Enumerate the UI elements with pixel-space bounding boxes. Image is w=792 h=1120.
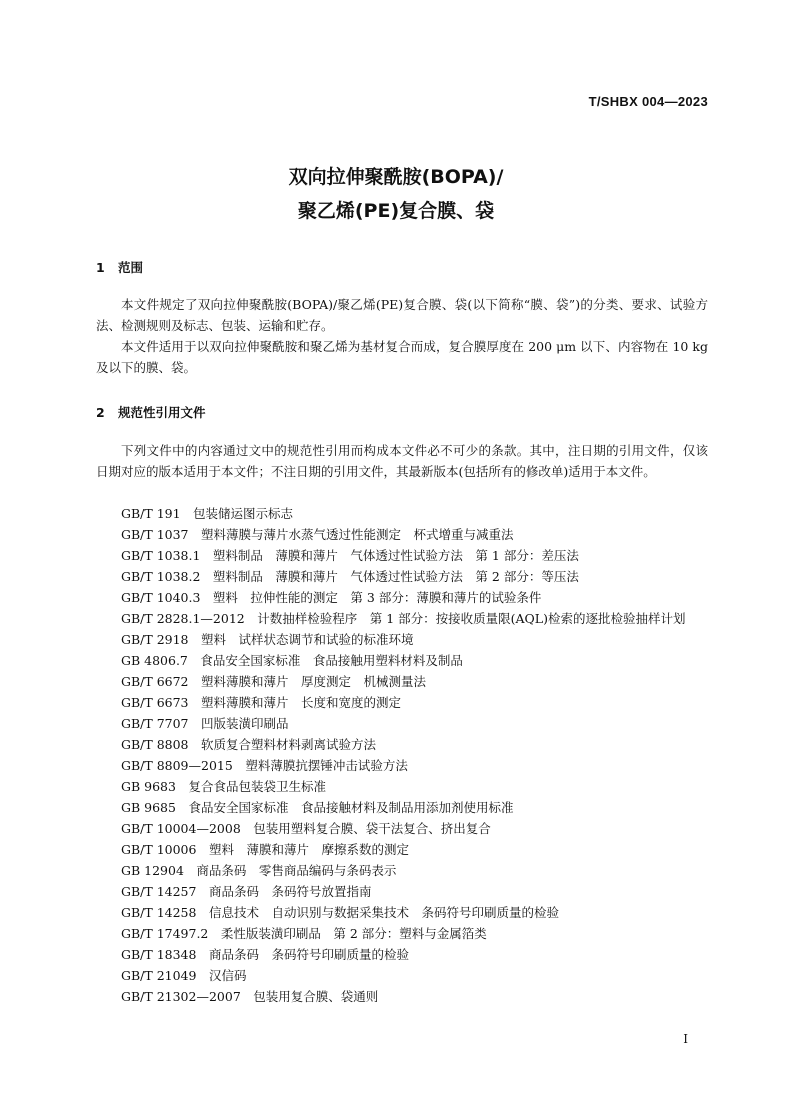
reference-item: GB 9685 食品安全国家标准 食品接触材料及制品用添加剂使用标准 <box>121 800 514 815</box>
section-1-number: 1 <box>96 260 105 275</box>
title-line-1: 双向拉伸聚酰胺(BOPA)/ <box>288 166 504 188</box>
reference-item: GB/T 8809—2015 塑料薄膜抗摆锤冲击试验方法 <box>121 758 408 773</box>
section-2-heading <box>96 403 206 421</box>
reference-item: GB/T 8808 软质复合塑料材料剥离试验方法 <box>121 737 377 752</box>
reference-item: GB 9683 复合食品包装袋卫生标准 <box>121 779 326 794</box>
reference-item: GB/T 10004—2008 包装用塑料复合膜、袋干法复合、挤出复合 <box>121 821 491 836</box>
reference-item: GB/T 1038.2 塑料制品 薄膜和薄片 气体透过性试验方法 第 2 部分：等压法 <box>121 569 579 584</box>
reference-list <box>121 503 708 1007</box>
reference-item: GB 12904 商品条码 零售商品编码与条码表示 <box>121 863 397 878</box>
reference-item: GB/T 14257 商品条码 条码符号放置指南 <box>121 884 372 899</box>
reference-item: GB/T 1040.3 塑料 拉伸性能的测定 第 3 部分：薄膜和薄片的试验条件 <box>121 590 542 605</box>
reference-item: GB/T 6672 塑料薄膜和薄片 厚度测定 机械测量法 <box>121 674 427 689</box>
references-intro-paragraph: 下列文件中的内容通过文中的规范性引用而构成本文件必不可少的条款。其中，注日期的引用文件，仅该日期对应的版本适用于本文件；不注日期的引用文件，其最新版本(包括所有的修改单)适用于本文件。 <box>96 443 708 479</box>
document-title <box>0 160 792 228</box>
section-1-title: 范围 <box>118 260 144 275</box>
scope-paragraph-2: 本文件适用于以双向拉伸聚酰胺和聚乙烯为基材复合而成，复合膜厚度在 200 μm 以下、内容物在 10 kg 及以下的膜、袋。 <box>96 339 708 375</box>
section-1-heading <box>96 258 143 276</box>
title-line-2: 聚乙烯(PE)复合膜、袋 <box>297 200 495 222</box>
reference-item: GB/T 6673 塑料薄膜和薄片 长度和宽度的测定 <box>121 695 402 710</box>
section-2-intro <box>96 440 708 482</box>
reference-item: GB/T 14258 信息技术 自动识别与数据采集技术 条码符号印刷质量的检验 <box>121 905 559 920</box>
scope-paragraph-1: 本文件规定了双向拉伸聚酰胺(BOPA)/聚乙烯(PE)复合膜、袋(以下简称“膜、袋”)的分类、要求、试验方法、检测规则及标志、包装、运输和贮存。 <box>96 297 708 333</box>
reference-item: GB/T 18348 商品条码 条码符号印刷质量的检验 <box>121 947 409 962</box>
reference-item: GB/T 1038.1 塑料制品 薄膜和薄片 气体透过性试验方法 第 1 部分：差压法 <box>121 548 579 563</box>
reference-item: GB/T 7707 凹版装潢印刷品 <box>121 716 289 731</box>
reference-item: GB/T 2828.1—2012 计数抽样检验程序 第 1 部分：按接收质量限(AQL)检索的逐批检验抽样计划 <box>121 611 686 626</box>
standard-code: T/SHBX 004—2023 <box>588 94 708 109</box>
reference-item: GB/T 191 包装储运图示标志 <box>121 506 294 521</box>
reference-item: GB/T 21049 汉信码 <box>121 968 247 983</box>
reference-item: GB/T 2918 塑料 试样状态调节和试验的标准环境 <box>121 632 414 647</box>
page-number: I <box>683 1032 688 1046</box>
reference-item: GB/T 1037 塑料薄膜与薄片水蒸气透过性能测定 杯式增重与减重法 <box>121 527 514 542</box>
section-1-body <box>96 294 708 378</box>
reference-item: GB 4806.7 食品安全国家标准 食品接触用塑料材料及制品 <box>121 653 463 668</box>
section-2-number: 2 <box>96 405 105 420</box>
reference-item: GB/T 10006 塑料 薄膜和薄片 摩擦系数的测定 <box>121 842 409 857</box>
reference-item: GB/T 17497.2 柔性版装潢印刷品 第 2 部分：塑料与金属箔类 <box>121 926 487 941</box>
section-2-title: 规范性引用文件 <box>118 405 206 420</box>
reference-item: GB/T 21302—2007 包装用复合膜、袋通则 <box>121 989 379 1004</box>
